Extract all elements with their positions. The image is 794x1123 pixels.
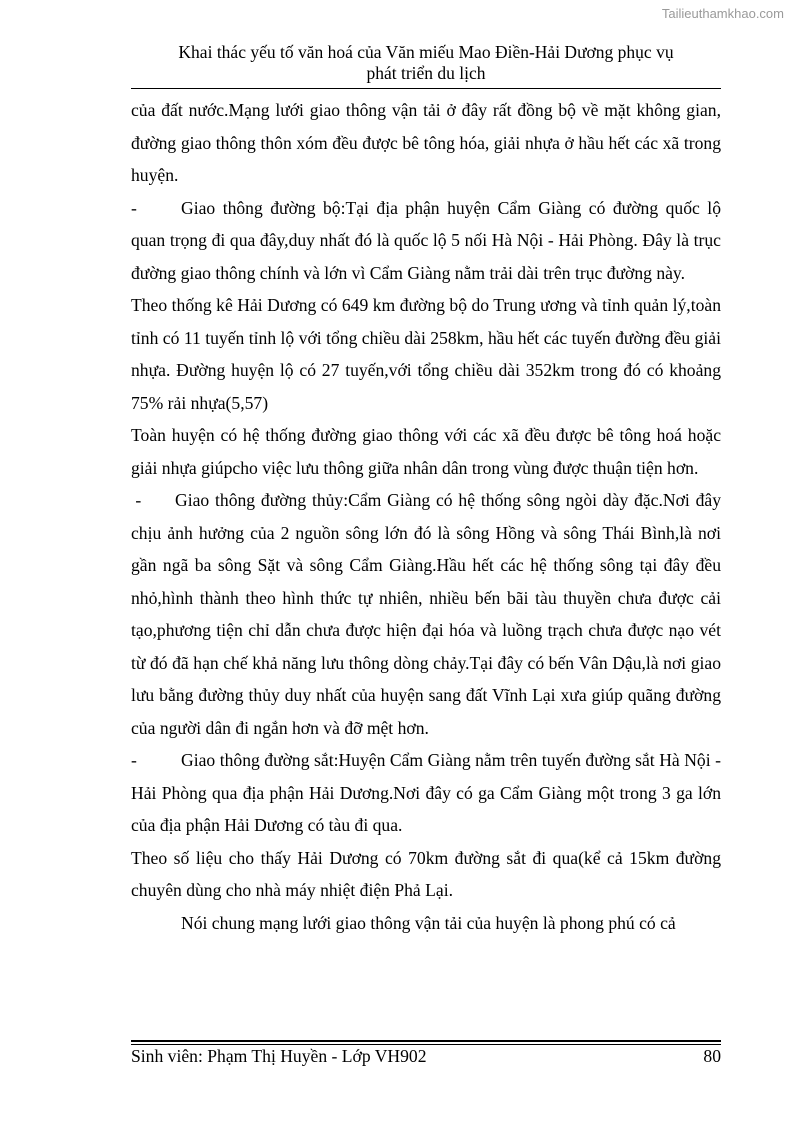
header-line-1: Khai thác yếu tố văn hoá của Văn miếu Mao Điền-Hải Dương phục vụ xyxy=(178,42,674,62)
page-header xyxy=(131,42,721,84)
paragraph-railway-transport xyxy=(131,744,721,842)
paragraph-text: Giao thông đường bộ:Tại địa phận huyện Cẩm Giàng có đường quốc lộ quan trọng đi qua đây,duy nhất đó là quốc lộ 5 nối Hà Nội - Hải Phòng. Đây là trục đường giao thông chính và lớn vì Cẩm Giàng nằm trải dài trên trục đường này. xyxy=(131,197,721,283)
paragraph-text: Giao thông đường sắt:Huyện Cẩm Giàng nằm trên tuyến đường sắt Hà Nội - Hải Phòng qua địa phận Hải Dương.Nơi đây có ga Cẩm Giàng một trong 3 ga lớn của địa phận Hải Dương có tàu đi qua. xyxy=(131,750,721,835)
dash-marker: - xyxy=(131,750,137,770)
header-line-2: phát triển du lịch xyxy=(366,63,486,83)
paragraph-1: của đất nước.Mạng lưới giao thông vận tải ở đây rất đồng bộ về mặt không gian, đường giao thông thôn xóm đều được bê tông hóa, giải nhựa ở hầu hết các xã trong huyện. xyxy=(131,100,721,185)
paragraph-summary: Nói chung mạng lưới giao thông vận tải của huyện là phong phú có cả xyxy=(181,912,676,933)
paragraph-text: Giao thông đường thủy:Cẩm Giàng có hệ thống sông ngòi dày đặc.Nơi đây chịu ảnh hưởng của 2 nguồn sông lớn đó là sông Hồng và sông Thái Bình,là nơi gần ngã ba sông Sặt và sông Cẩm Giàng.Hầu hết các hệ thống sông tại đây đều nhỏ,hình thành theo hình thức tự nhiên, nhiều bến bãi tàu thuyền chưa được cải tạo,phương tiện chỉ dẫn chưa được hiện đại hóa và luồng trạch chưa được nạo vét từ đó đã hạn chế khả năng lưu thông dòng chảy.Tại đây có bến Vân Dậu,là nơi giao lưu bằng đường thủy duy nhất của huyện sang đất Vĩnh Lại xưa giúp quãng đường của người dân đi ngắn hơn và đỡ mệt hơn. xyxy=(131,490,721,738)
paragraph-road-transport xyxy=(131,192,721,290)
paragraph-road-statistics: Theo thống kê Hải Dương có 649 km đường bộ do Trung ương và tỉnh quản lý,toàn tỉnh có 11 tuyến tỉnh lộ với tổng chiều dài 258km, hầu hết các tuyến đường đều giải nhựa. Đường huyện lộ có 27 tuyến,với tổng chiều dài 352km trong đó có khoảng 75% rải nhựa(5,57) xyxy=(131,295,721,413)
dash-marker: - xyxy=(131,197,137,218)
body-text xyxy=(131,94,721,939)
footer-divider-thick xyxy=(131,1040,721,1042)
paragraph-waterway-transport xyxy=(131,484,721,744)
dash-marker-glyph: - xyxy=(135,490,142,510)
page-number: 80 xyxy=(703,1046,721,1066)
watermark: Tailieuthamkhao.com xyxy=(661,6,784,21)
footer-author: Sinh viên: Phạm Thị Huyền - Lớp VH902 xyxy=(131,1046,427,1066)
page-footer xyxy=(131,1044,721,1068)
dash-marker xyxy=(131,484,175,517)
header-divider xyxy=(131,88,721,89)
paragraph-railway-statistics: Theo số liệu cho thấy Hải Dương có 70km đường sắt đi qua(kể cả 15km đường chuyên dùng cho nhà máy nhiệt điện Phả Lại. xyxy=(131,847,721,900)
paragraph-district-roads: Toàn huyện có hệ thống đường giao thông với các xã đều được bê tông hoá hoặc giải nhựa giúpcho việc lưu thông giữa nhân dân trong vùng được thuận tiện hơn. xyxy=(131,425,721,478)
